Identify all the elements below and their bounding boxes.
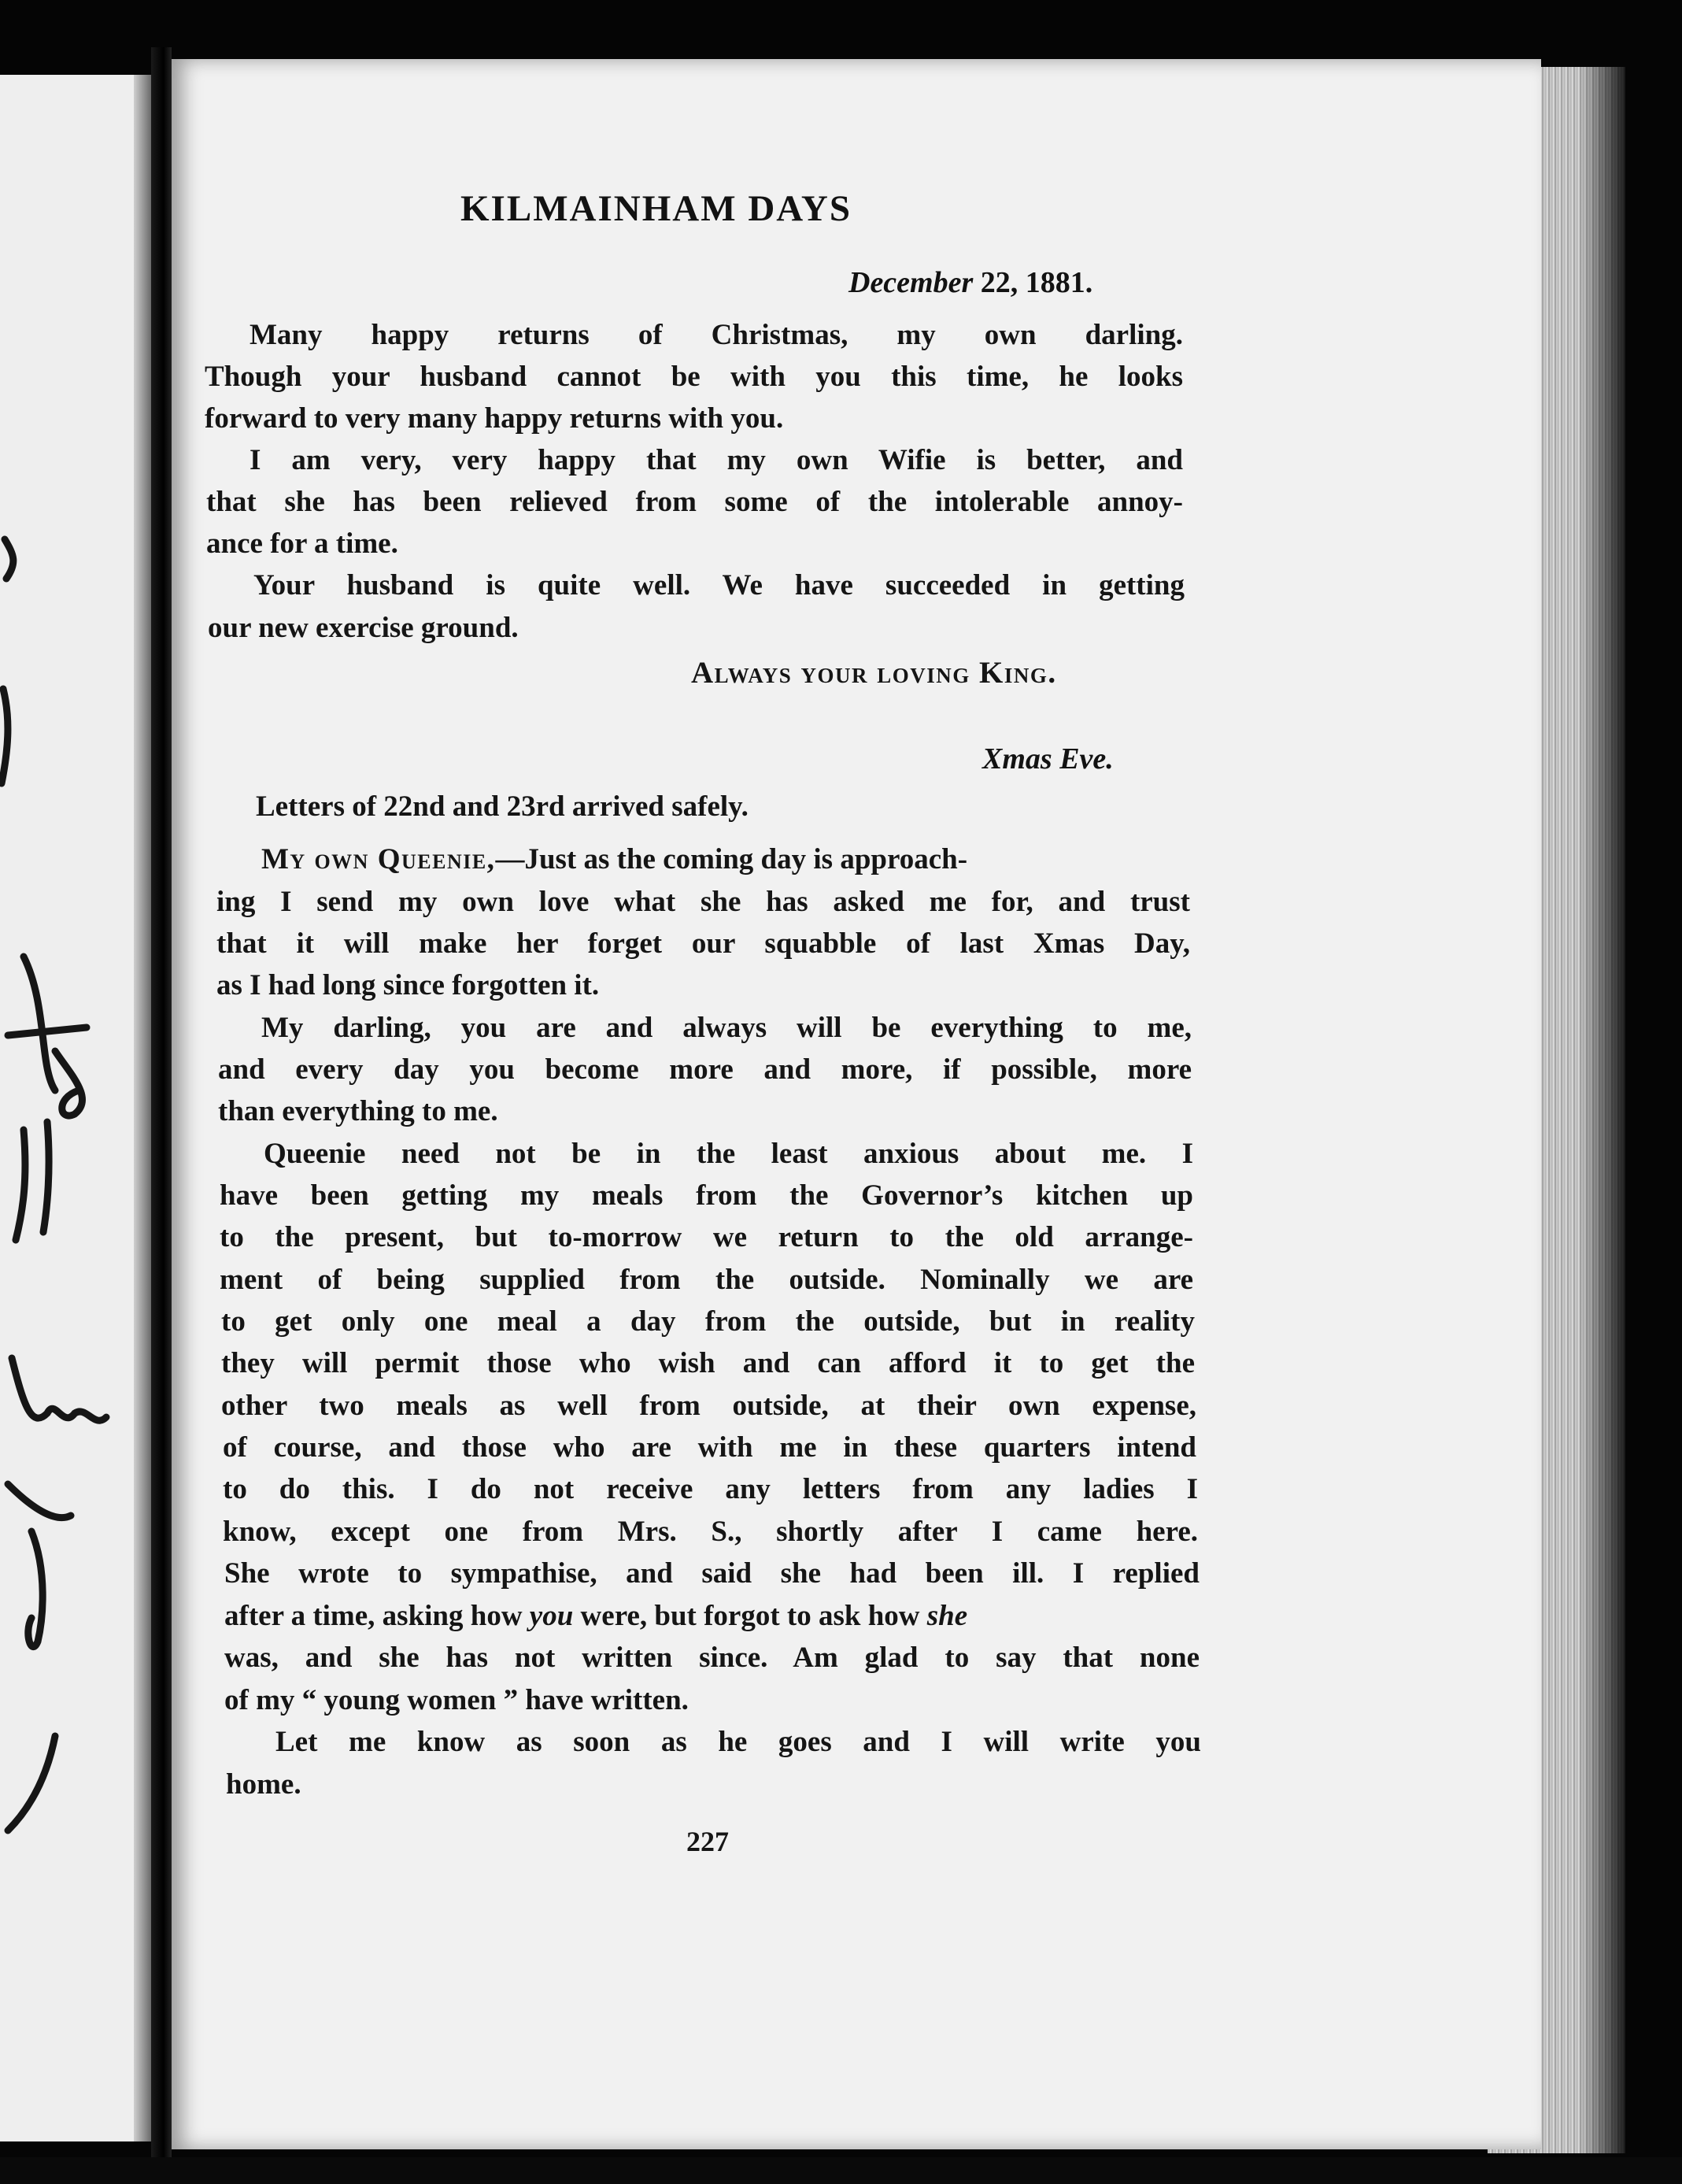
letter-2-line: of course, and those who are with me in these quarters intend <box>223 1431 1196 1464</box>
letter-1-date-rest: 22, 1881. <box>973 266 1093 299</box>
letter-2-line: that it will make her forget our squabble of last Xmas Day, <box>216 927 1190 960</box>
letter-2-line: Queenie need not be in the least anxious about me. I <box>264 1138 1193 1170</box>
letter-2-line: than everything to me. <box>218 1095 498 1127</box>
letter-2-line: She wrote to sympathise, and said she had been ill. I replied <box>224 1557 1200 1590</box>
book-gutter <box>151 47 172 2165</box>
letter-2-line: to do this. I do not receive any letters from any ladies I <box>223 1473 1198 1505</box>
letter-2-line-part: were, but forgot to ask how <box>573 1600 927 1632</box>
letter-1-line: Your husband is quite well. We have succeeded in getting <box>253 569 1185 602</box>
letter-2-line: home. <box>226 1768 301 1801</box>
letter-2-line: ing I send my own love what she has asked me for, and trust <box>216 886 1190 918</box>
letter-1-line: Many happy returns of Christmas, my own darling. <box>250 319 1183 351</box>
letter-2-line: My darling, you are and always will be everything to me, <box>261 1012 1192 1044</box>
letter-2-opening-rest: —Just as the coming day is approach- <box>495 843 968 875</box>
letter-1-line: I am very, very happy that my own Wifie is better, and <box>250 444 1183 476</box>
letter-2-emphasis-you: you <box>529 1600 574 1632</box>
letter-2-line-italic <box>224 1599 1200 1633</box>
letter-2-date-italic: Xmas Eve. <box>982 742 1114 776</box>
letter-2-line: ment of being supplied from the outside. Nominally we are <box>220 1264 1193 1296</box>
letter-2-line: they will permit those who wish and can afford it to get the <box>221 1347 1195 1379</box>
letter-1-line: Though your husband cannot be with you this time, he looks <box>205 361 1183 393</box>
letter-1-line: that she has been relieved from some of the intolerable annoy- <box>206 486 1183 518</box>
facing-page-handwriting <box>0 75 151 2141</box>
letter-2-line: to get only one meal a day from the outside, but in reality <box>221 1305 1195 1338</box>
letter-2-line: have been getting my meals from the Governor’s kitchen up <box>220 1179 1193 1212</box>
letter-1-date <box>848 265 1092 300</box>
letter-2-note: Letters of 22nd and 23rd arrived safely. <box>256 790 749 823</box>
letter-2-opening <box>261 842 1190 876</box>
letter-2-line: and every day you become more and more, if possible, more <box>218 1053 1192 1086</box>
letter-1-date-italic: December <box>848 266 974 299</box>
letter-2-salutation: My own Queenie, <box>261 843 496 875</box>
running-head: KILMAINHAM DAYS <box>460 188 852 229</box>
handwriting-strokes <box>0 75 151 2141</box>
letter-1-signature: Always your loving King. <box>691 656 1057 690</box>
letter-2-date <box>982 742 1114 776</box>
letter-2-line: as I had long since forgotten it. <box>216 969 600 1001</box>
letter-2-line: of my “ young women ” have written. <box>224 1684 689 1716</box>
letter-1-line: ance for a time. <box>206 527 398 560</box>
letter-2-line: know, except one from Mrs. S., shortly after I came here. <box>223 1516 1198 1548</box>
letter-2-line: Let me know as soon as he goes and I will write you <box>275 1726 1201 1758</box>
page-number: 227 <box>686 1826 729 1857</box>
letter-2-emphasis-she: she <box>926 1600 968 1632</box>
scan-border <box>0 2157 1682 2184</box>
letter-2-line: was, and she has not written since. Am glad to say that none <box>224 1642 1200 1674</box>
letter-2-line: other two meals as well from outside, at their own expense, <box>221 1390 1196 1422</box>
letter-2-line: to the present, but to-morrow we return to the old arrange- <box>220 1221 1193 1253</box>
letter-1-line: our new exercise ground. <box>208 612 519 644</box>
letter-1-line: forward to very many happy returns with you. <box>205 402 784 435</box>
letter-2-line-part: after a time, asking how <box>224 1600 530 1632</box>
